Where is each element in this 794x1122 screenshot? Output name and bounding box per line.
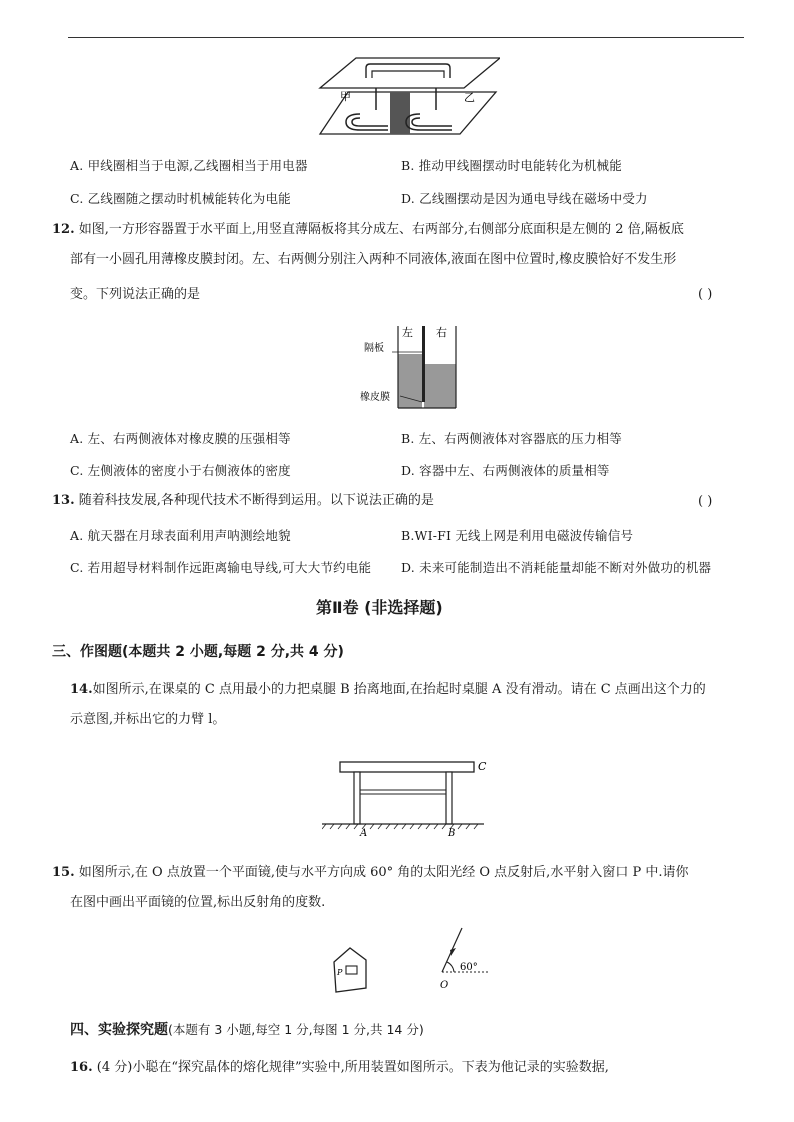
q14-label-a: A (360, 828, 368, 838)
q12-option-a: A. 左、右两侧液体对橡皮膜的压强相等 (70, 431, 291, 446)
q12-line-2: 部有一小圆孔用薄橡皮膜封闭。左、右两侧分别注入两种不同液体,液面在图中位置时,橡皮膜恰好不发生形 (70, 252, 677, 267)
section3-heading: 三、作图题(本题共 2 小题,每题 2 分,共 4 分) (52, 644, 344, 660)
q15-house-figure (330, 944, 370, 996)
q15-angle-label: 60° (460, 962, 478, 973)
q15-number: 15. (52, 865, 75, 880)
q12-option-c: C. 左侧液体的密度小于右侧液体的密度 (70, 463, 291, 478)
q12-line-3: 变。下列说法正确的是 (70, 287, 201, 302)
q12-label-right: 右 (436, 326, 447, 339)
q13-number: 13. (52, 493, 75, 508)
q13-answer-paren: ( ) (698, 494, 713, 509)
q15-label-o: O (440, 980, 449, 991)
q12-answer-paren: ( ) (698, 287, 713, 302)
q12-option-b: B. 左、右两侧液体对容器底的压力相等 (401, 431, 622, 446)
q14-label-b: B (448, 828, 456, 838)
section4-note: (本题有 3 小题,每空 1 分,每图 1 分,共 14 分) (168, 1022, 424, 1037)
q14-line-1: 14.如图所示,在课桌的 C 点用最小的力把桌腿 B 抬离地面,在抬起时桌腿 A 没有滑动。请在 C 点画出这个力的 (70, 682, 706, 697)
q16-number: 16. (70, 1060, 93, 1075)
q11-option-a: A. 甲线圈相当于电源,乙线圈相当于用电器 (70, 158, 308, 173)
q12-line-1: 12. 如图,一方形容器置于水平面上,用竖直薄隔板将其分成左、右两部分,右侧部分底面积是左侧的 2 倍,隔板底 (52, 222, 684, 237)
q12-number: 12. (52, 222, 75, 237)
q14-label-c: C (478, 760, 487, 773)
q14-line-2: 示意图,并标出它的力臂 l。 (70, 712, 226, 727)
q15-label-p: P (337, 968, 343, 977)
section4-heading: 四、实验探究题(本题有 3 小题,每空 1 分,每图 1 分,共 14 分) (70, 1022, 424, 1038)
q15-line-2: 在图中画出平面镜的位置,标出反射角的度数. (70, 895, 326, 910)
q11-label-yi: 乙 (464, 91, 475, 104)
q11-option-b: B. 推动甲线圈摆动时电能转化为机械能 (401, 158, 622, 173)
q14-desk-figure (322, 752, 494, 838)
q12-label-membrane: 橡皮膜 (360, 392, 390, 403)
q15-line-1: 15. 如图所示,在 O 点放置一个平面镜,使与水平方向成 60° 角的太阳光经 O 点反射后,水平射入窗口 P 中.请你 (52, 865, 689, 880)
part2-title: 第Ⅱ卷 (非选择题) (316, 598, 443, 617)
q11-label-jia: 甲 (340, 90, 351, 103)
q11-coil-figure (318, 52, 500, 138)
q11-option-d: D. 乙线圈摆动是因为通电导线在磁场中受力 (401, 191, 648, 206)
q13-option-d: D. 未来可能制造出不消耗能量却能不断对外做功的机器 (401, 560, 712, 575)
q16-line-1: 16. (4 分)小聪在“探究晶体的熔化规律”实验中,所用装置如图所示。下表为他记录的实验数据, (70, 1060, 609, 1075)
q14-number: 14. (70, 682, 93, 697)
q15-light-ray-figure (436, 924, 498, 994)
q13-option-a: A. 航天器在月球表面利用声呐测绘地貌 (70, 528, 291, 543)
q13-line-1: 13. 随着科技发展,各种现代技术不断得到运用。以下说法正确的是 (52, 493, 434, 508)
q12-label-left: 左 (402, 326, 413, 339)
q11-option-c: C. 乙线圈随之摆动时机械能转化为电能 (70, 191, 291, 206)
q12-label-partition: 隔板 (364, 343, 384, 354)
header-rule (68, 37, 744, 38)
q12-container-figure (360, 320, 470, 414)
q12-option-d: D. 容器中左、右两侧液体的质量相等 (401, 463, 610, 478)
q13-option-b: B.WI-FI 无线上网是利用电磁波传输信号 (401, 528, 634, 543)
q13-option-c: C. 若用超导材料制作远距离输电导线,可大大节约电能 (70, 560, 372, 575)
